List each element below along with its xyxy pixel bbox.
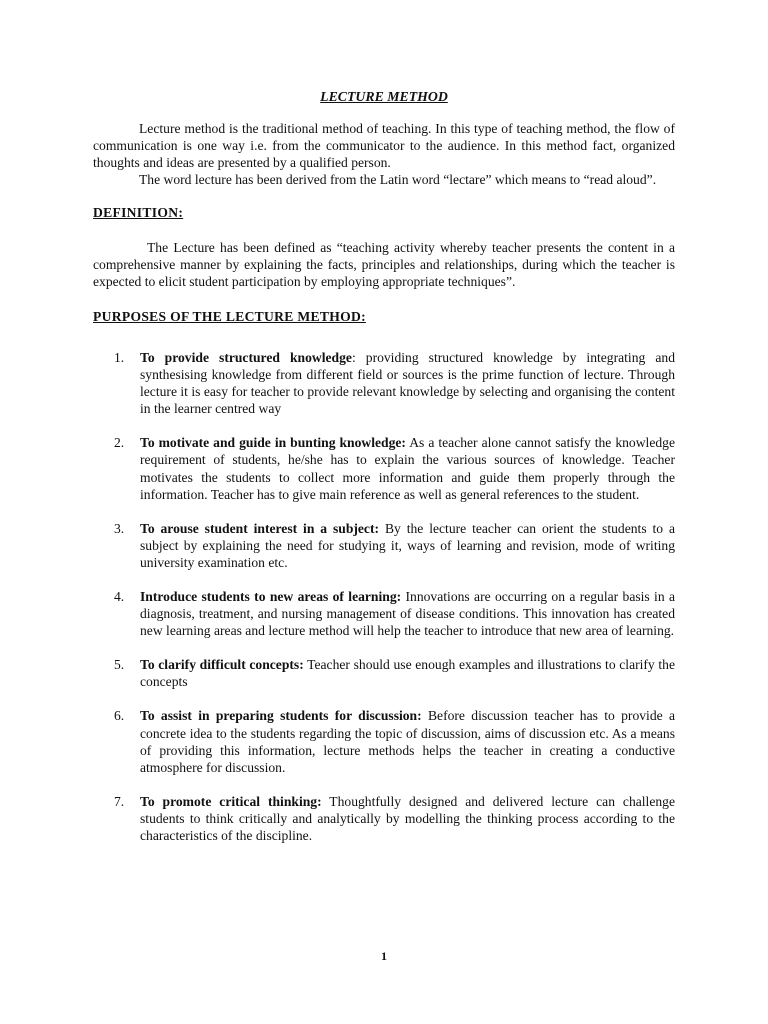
intro-paragraph-2: The word lecture has been derived from the Latin word “lectare” which means to “read aloud”. bbox=[139, 172, 657, 188]
page-number: 1 bbox=[381, 949, 387, 963]
list-item-term: Introduce students to new areas of learning: bbox=[140, 588, 402, 604]
purposes-heading: PURPOSES OF THE LECTURE METHOD: bbox=[93, 308, 366, 324]
document-page bbox=[93, 88, 675, 861]
list-item-term: To provide structured knowledge bbox=[140, 349, 352, 365]
list-item-text: By the lecture teacher can orient the students to a subject by explaining the need for studying it, ways of learning and revision, mode of writing university examination etc. bbox=[140, 520, 675, 570]
list-item-text: Before discussion teacher has to provide a concrete idea to the students regarding the topic of discussion, aims of discussion etc. As a means of providing this information, lecture methods helps the teacher in creating a conductive atmosphere for discussion. bbox=[140, 708, 675, 775]
list-item-term: To motivate and guide in bunting knowledge: bbox=[140, 435, 406, 451]
intro-paragraph-1: Lecture method is the traditional method of teaching. In this type of teaching method, the flow of communication is one way i.e. from the communicator to the audience. In this method fact, organized thoughts and ideas are presented by a qualified person. bbox=[93, 121, 675, 171]
list-item bbox=[93, 434, 675, 502]
list-item-text: Thoughtfully designed and delivered lecture can challenge students to think critically and analytically by modelling the thinking process according to the characteristics of the discipline. bbox=[140, 793, 675, 843]
list-item-term: To promote critical thinking: bbox=[140, 793, 322, 809]
list-item-text: Teacher should use enough examples and illustrations to clarify the concepts bbox=[140, 657, 675, 690]
list-item bbox=[93, 588, 675, 639]
list-item-number: 3. bbox=[114, 520, 125, 536]
list-item-text: Innovations are occurring on a regular basis in a diagnosis, treatment, and nursing management of disease conditions. This innovation has created new learning areas and lecture method will help the teacher to introduce that new area of learning. bbox=[140, 588, 676, 639]
list-item bbox=[93, 707, 675, 775]
purposes-list bbox=[93, 349, 675, 844]
list-item-number: 5. bbox=[114, 657, 125, 673]
list-item-term: To assist in preparing students for discussion: bbox=[140, 708, 422, 724]
list-item bbox=[93, 520, 675, 571]
list-item-number: 6. bbox=[114, 708, 125, 724]
list-item bbox=[93, 656, 675, 690]
list-item bbox=[93, 349, 675, 417]
list-item-number: 4. bbox=[114, 588, 125, 604]
page-title: LECTURE METHOD bbox=[320, 89, 448, 104]
list-item-text: providing structured knowledge by integrating and synthesising knowledge from different field or sources is the prime function of lecture. Through lecture it is easy for teacher to provide relevant knowledge by selecting and organising the content in the learner centred way bbox=[140, 349, 675, 417]
definition-heading: DEFINITION: bbox=[93, 205, 184, 221]
list-item bbox=[93, 793, 675, 844]
list-item-term: To clarify difficult concepts: bbox=[140, 657, 304, 673]
list-item-number: 7. bbox=[114, 793, 125, 809]
definition-paragraph: The Lecture has been defined as “teaching activity whereby teacher presents the content in a comprehensive manner by explaining the facts, principles and relationships, during which the teacher is expected to elicit student participation by employing appropriate techniques”. bbox=[93, 239, 675, 289]
list-item-number: 2. bbox=[114, 435, 125, 451]
list-item-number: 1. bbox=[114, 349, 125, 365]
list-item-term: To arouse student interest in a subject: bbox=[140, 520, 380, 536]
list-item-separator: : bbox=[351, 349, 366, 365]
list-item-text: As a teacher alone cannot satisfy the knowledge requirement of students, he/she has to explain the various sources of knowledge. Teacher motivates the students to collect more information and guide them properly through the information. Teacher has to give main reference as well as general references to the student. bbox=[140, 435, 675, 502]
